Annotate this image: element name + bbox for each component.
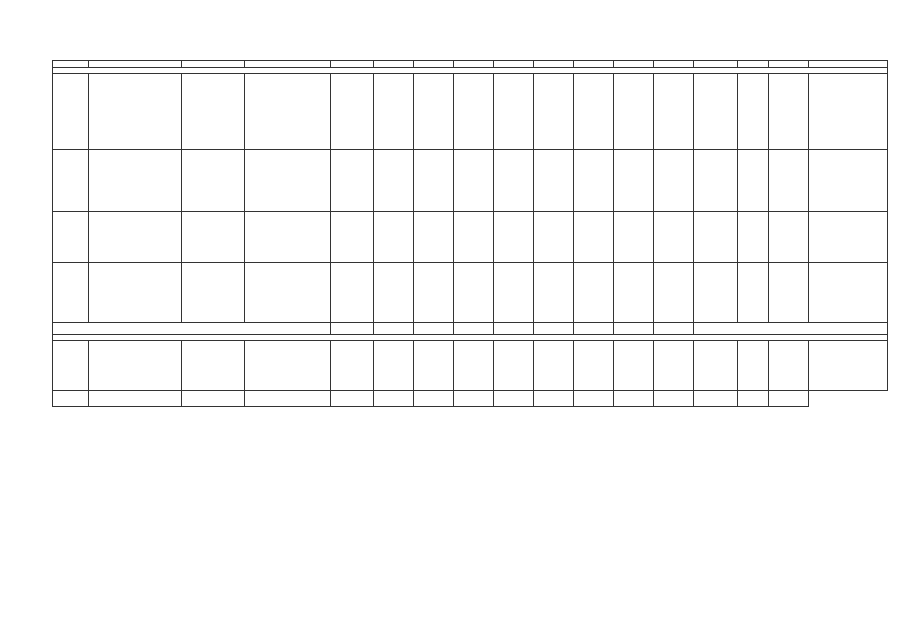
column-header <box>738 61 769 68</box>
executor <box>182 74 245 150</box>
amount-cell <box>414 74 454 150</box>
column-header <box>454 61 494 68</box>
table-row <box>53 341 888 391</box>
table-row <box>53 212 888 263</box>
amount-cell <box>654 212 694 263</box>
amount-cell <box>454 150 494 212</box>
amount-cell <box>414 341 454 391</box>
amount-cell <box>614 150 654 212</box>
column-header <box>245 61 331 68</box>
column-header <box>809 61 888 68</box>
amount-cell <box>414 391 454 407</box>
total-amount <box>331 323 374 335</box>
column-header <box>182 61 245 68</box>
amount-cell <box>331 263 374 323</box>
total-amount <box>414 323 454 335</box>
result-cell <box>809 263 888 323</box>
amount-cell <box>331 150 374 212</box>
amount-cell <box>331 212 374 263</box>
unit-cell <box>769 74 809 150</box>
total-row <box>53 323 888 335</box>
year-cell <box>694 74 738 150</box>
quantity-cell <box>738 74 769 150</box>
quantity-cell <box>738 263 769 323</box>
year-cell <box>694 150 738 212</box>
amount-cell <box>374 391 414 407</box>
column-header <box>331 61 374 68</box>
quantity-cell <box>738 150 769 212</box>
table-row <box>53 391 888 407</box>
measure-name <box>89 341 182 391</box>
unit-cell <box>769 150 809 212</box>
column-header <box>574 61 614 68</box>
column-header <box>654 61 694 68</box>
executor <box>182 150 245 212</box>
amount-cell <box>654 391 694 407</box>
amount-cell <box>574 341 614 391</box>
amount-cell <box>654 263 694 323</box>
measure-name <box>89 391 182 407</box>
result-cell <box>809 150 888 212</box>
column-header <box>53 61 89 68</box>
funding-source <box>245 74 331 150</box>
year-cell <box>694 341 738 391</box>
program-table <box>52 60 888 407</box>
amount-cell <box>654 341 694 391</box>
amount-cell <box>414 150 454 212</box>
measure-name <box>89 74 182 150</box>
amount-cell <box>454 74 494 150</box>
amount-cell <box>331 74 374 150</box>
amount-cell <box>494 74 534 150</box>
amount-cell <box>331 341 374 391</box>
amount-cell <box>614 263 654 323</box>
year-cell <box>694 391 738 407</box>
unit-cell <box>769 391 809 407</box>
amount-cell <box>534 263 574 323</box>
column-header <box>694 61 738 68</box>
column-header <box>374 61 414 68</box>
funding-source <box>245 150 331 212</box>
amount-cell <box>534 74 574 150</box>
amount-cell <box>374 150 414 212</box>
header-row <box>53 61 888 68</box>
funding-source <box>245 341 331 391</box>
amount-cell <box>454 263 494 323</box>
quantity-cell <box>738 341 769 391</box>
unit-cell <box>769 263 809 323</box>
total-amount <box>614 323 654 335</box>
result-cell <box>809 212 888 263</box>
measure-name <box>89 150 182 212</box>
measure-name <box>89 212 182 263</box>
amount-cell <box>494 263 534 323</box>
amount-cell <box>454 212 494 263</box>
table-row <box>53 74 888 150</box>
executor <box>182 212 245 263</box>
column-header <box>414 61 454 68</box>
row-number <box>53 391 89 407</box>
funding-source <box>245 391 331 407</box>
column-header <box>769 61 809 68</box>
executor <box>182 391 245 407</box>
amount-cell <box>454 391 494 407</box>
amount-cell <box>374 74 414 150</box>
column-header <box>494 61 534 68</box>
year-cell <box>694 212 738 263</box>
amount-cell <box>331 391 374 407</box>
unit-cell <box>769 341 809 391</box>
amount-cell <box>574 212 614 263</box>
quantity-cell <box>738 212 769 263</box>
year-cell <box>694 263 738 323</box>
amount-cell <box>374 341 414 391</box>
amount-cell <box>494 212 534 263</box>
total-amount <box>654 323 694 335</box>
amount-cell <box>494 150 534 212</box>
amount-cell <box>534 341 574 391</box>
amount-cell <box>614 212 654 263</box>
executor <box>182 341 245 391</box>
amount-cell <box>494 341 534 391</box>
result-cell <box>809 74 888 150</box>
amount-cell <box>654 150 694 212</box>
measure-name <box>89 263 182 323</box>
total-amount <box>454 323 494 335</box>
table-row <box>53 263 888 323</box>
amount-cell <box>574 263 614 323</box>
funding-source <box>245 212 331 263</box>
row-number <box>53 341 89 391</box>
amount-cell <box>534 150 574 212</box>
amount-cell <box>534 212 574 263</box>
column-header <box>89 61 182 68</box>
amount-cell <box>374 263 414 323</box>
funding-source <box>245 263 331 323</box>
column-header <box>534 61 574 68</box>
amount-cell <box>494 391 534 407</box>
amount-cell <box>414 212 454 263</box>
amount-cell <box>374 212 414 263</box>
total-amount <box>494 323 534 335</box>
table-row <box>53 150 888 212</box>
quantity-cell <box>738 391 769 407</box>
column-header <box>614 61 654 68</box>
total-amount <box>534 323 574 335</box>
row-number <box>53 212 89 263</box>
row-number <box>53 150 89 212</box>
amount-cell <box>414 263 454 323</box>
executor <box>182 263 245 323</box>
total-amount <box>374 323 414 335</box>
amount-cell <box>534 391 574 407</box>
amount-cell <box>614 341 654 391</box>
total-label <box>53 323 331 335</box>
row-number <box>53 263 89 323</box>
amount-cell <box>654 74 694 150</box>
amount-cell <box>574 74 614 150</box>
amount-cell <box>614 391 654 407</box>
total-amount <box>574 323 614 335</box>
row-number <box>53 74 89 150</box>
result-cell <box>809 341 888 391</box>
amount-cell <box>574 150 614 212</box>
amount-cell <box>574 391 614 407</box>
unit-cell <box>769 212 809 263</box>
amount-cell <box>454 341 494 391</box>
amount-cell <box>614 74 654 150</box>
